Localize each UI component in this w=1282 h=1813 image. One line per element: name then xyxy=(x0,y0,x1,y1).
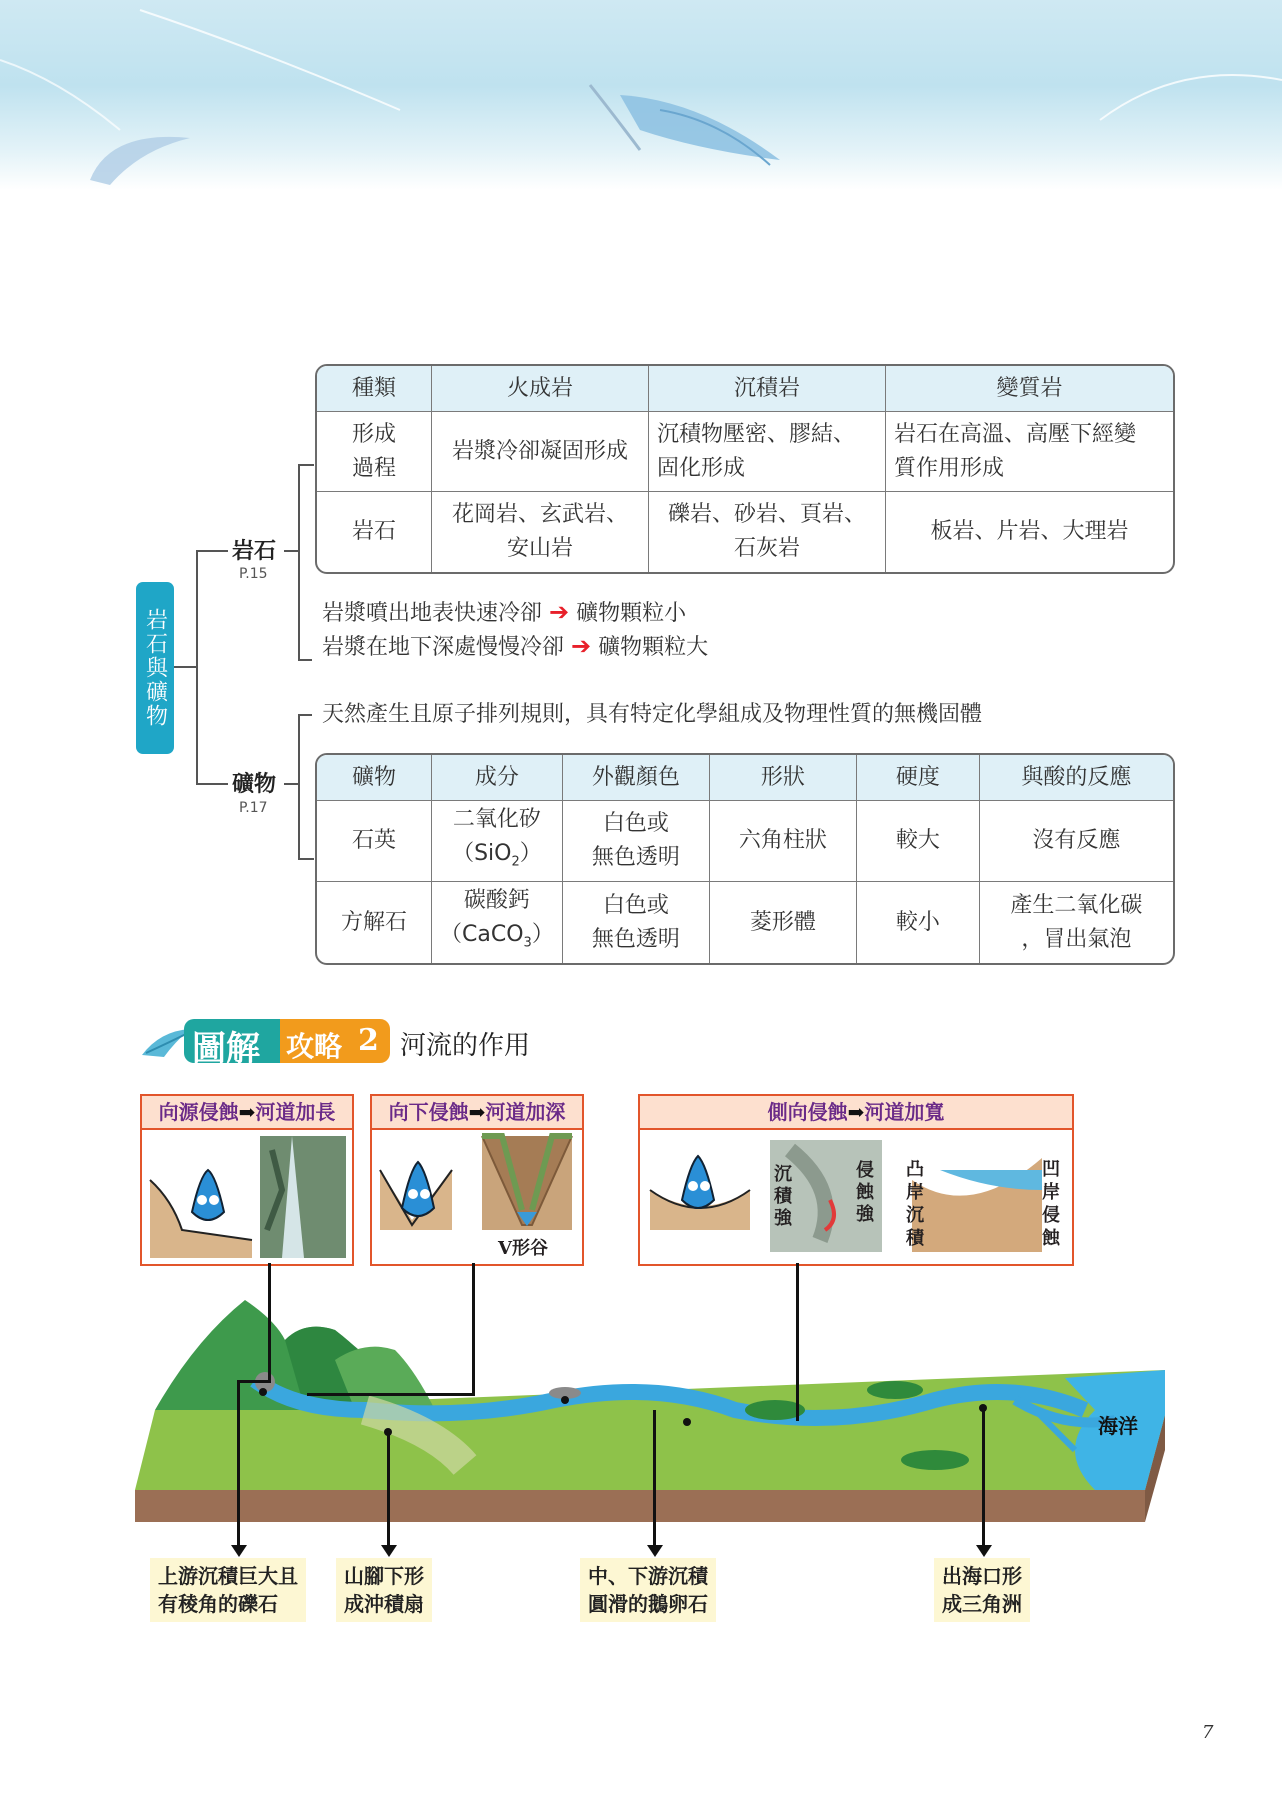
connector-line xyxy=(982,1408,985,1547)
mineral-composition xyxy=(432,882,563,962)
rock-table-cell: 形成 過程 xyxy=(317,412,432,492)
panel-title-b: 河道加深 xyxy=(485,1100,566,1124)
mineral-acid-reaction: 產生二氧化碳 ，冒出氣泡 xyxy=(1010,892,1143,952)
tree-line xyxy=(298,858,314,860)
panel-title-b: 河道加長 xyxy=(255,1100,336,1124)
mineral-shape: 六角柱狀 xyxy=(710,801,857,882)
connector-line xyxy=(387,1432,390,1547)
composition-name: 碳酸鈣 xyxy=(463,888,530,914)
concave-bank-label: 凹岸侵蝕 xyxy=(1042,1159,1060,1249)
badge-text: 攻略 xyxy=(286,1030,343,1063)
badge-text: 圖解 xyxy=(192,1029,260,1069)
connector-line xyxy=(307,1393,475,1396)
caption-delta: 出海口形 成三角洲 xyxy=(934,1558,1030,1622)
topic-label xyxy=(136,582,174,754)
mineral-table xyxy=(315,753,1175,965)
red-arrow-icon: ➔ xyxy=(571,632,592,660)
formula-subscript: 2 xyxy=(511,854,520,870)
water-drop-icon xyxy=(192,1170,224,1220)
headwater-erosion-panel xyxy=(140,1094,354,1266)
mineral-table-header: 硬度 xyxy=(857,755,980,801)
mineral-table-header: 與酸的反應 xyxy=(980,755,1173,801)
tree-line xyxy=(298,659,312,661)
tree-line xyxy=(196,783,228,785)
mineral-color: 白色或 無色透明 xyxy=(563,801,710,882)
mineral-acid-reaction: 沒有反應 xyxy=(980,801,1173,882)
arrow-icon: ➡ xyxy=(468,1100,486,1124)
mineral-table-header: 形狀 xyxy=(710,755,857,801)
cooling-cause: 岩漿在地下深處慢慢冷卻 xyxy=(322,635,565,660)
downcutting-illustration xyxy=(372,1130,582,1264)
topic-label-text: 岩石與礦物 xyxy=(142,608,168,728)
tree-line xyxy=(174,666,196,668)
cooling-effect: 礦物顆粒小 xyxy=(576,601,687,626)
connector-line xyxy=(238,1380,271,1383)
feather-decoration xyxy=(0,0,1282,190)
rock-table xyxy=(315,364,1175,574)
rock-table-cell: 花岡岩、玄武岩、 安山岩 xyxy=(432,492,649,572)
tree-line xyxy=(298,714,312,716)
rock-table-header: 變質岩 xyxy=(886,366,1173,412)
tree-line xyxy=(298,464,314,466)
composition-name: 二氧化矽 xyxy=(452,807,541,832)
tree-line xyxy=(196,550,228,552)
composition-formula: （CaCO$_3$） xyxy=(440,922,554,951)
mineral-definition: 天然產生且原子排列規則，具有特定化學組成及物理性質的無機固體 xyxy=(322,702,983,727)
rock-page-ref: P.15 xyxy=(239,566,268,582)
cooling-cause: 岩漿噴出地表快速冷卻 xyxy=(322,601,543,626)
connector-line xyxy=(653,1410,656,1547)
v-valley-label: V形谷 xyxy=(498,1238,548,1259)
mineral-page-ref: P.17 xyxy=(239,800,268,816)
composition-formula: （SiO$_2$） xyxy=(452,841,542,870)
mineral-table-header: 外觀顏色 xyxy=(563,755,710,801)
erosion-strong-label: 侵蝕強 xyxy=(856,1160,874,1225)
mineral-name: 石英 xyxy=(317,801,432,882)
badge-number: 2 xyxy=(358,1023,379,1058)
section-header xyxy=(140,1017,560,1067)
connector-line xyxy=(796,1263,799,1421)
river-landscape xyxy=(135,1260,1165,1530)
rock-table-cell: 岩漿冷卻凝固形成 xyxy=(432,412,649,492)
tree-line xyxy=(284,550,298,552)
mineral-name: 方解石 xyxy=(317,882,432,962)
lateral-erosion-panel xyxy=(638,1094,1074,1266)
page-number: 7 xyxy=(1202,1722,1214,1743)
formula-main: SiO xyxy=(474,841,512,866)
ocean-label: 海洋 xyxy=(1098,1414,1138,1438)
mineral-table-header: 成分 xyxy=(432,755,563,801)
deposit-strong-label: 沉積強 xyxy=(774,1164,792,1229)
convex-bank-label: 凸岸沉積 xyxy=(906,1159,924,1249)
section-badge-diagram xyxy=(184,1019,280,1069)
mineral-node: 礦物 xyxy=(232,772,277,797)
headwater-illustration xyxy=(142,1130,352,1264)
mineral-hardness: 較大 xyxy=(857,801,980,882)
rock-table-header: 火成岩 xyxy=(432,366,649,412)
red-arrow-icon: ➔ xyxy=(549,598,570,626)
rock-table-cell: 礫岩、砂岩、頁岩、 石灰岩 xyxy=(649,492,886,572)
panel-title-a: 側向侵蝕 xyxy=(767,1100,848,1124)
rock-node: 岩石 xyxy=(232,539,277,564)
arrow-icon: ➡ xyxy=(238,1100,256,1124)
panel-title xyxy=(142,1096,352,1130)
cooling-note xyxy=(322,596,686,627)
mineral-hardness: 較小 xyxy=(857,882,980,962)
tree-line xyxy=(298,714,300,859)
water-drop-icon xyxy=(402,1162,434,1216)
header-banner xyxy=(0,0,1282,190)
mineral-color: 白色或 無色透明 xyxy=(563,882,710,962)
mineral-shape: 菱形體 xyxy=(710,882,857,962)
down-arrow-icon xyxy=(647,1545,663,1557)
mineral-table-header: 礦物 xyxy=(317,755,432,801)
rock-table-header: 沉積岩 xyxy=(649,366,886,412)
rock-table-cell: 沉積物壓密、膠結、 固化形成 xyxy=(649,412,886,492)
tree-line xyxy=(284,783,298,785)
rock-table-cell: 板岩、片岩、大理岩 xyxy=(930,519,1129,544)
down-arrow-icon xyxy=(976,1545,992,1557)
tree-line xyxy=(196,550,198,783)
rock-table-header: 種類 xyxy=(317,366,432,412)
section-badge-strategy xyxy=(280,1019,390,1063)
panel-title-a: 向下侵蝕 xyxy=(388,1100,469,1124)
down-arrow-icon xyxy=(381,1545,397,1557)
cooling-note xyxy=(322,630,708,661)
rock-table-cell: 岩石 xyxy=(317,492,432,572)
caption-upstream: 上游沉積巨大且 有稜角的礫石 xyxy=(150,1558,306,1622)
formula-subscript: 3 xyxy=(523,935,532,951)
connector-line xyxy=(237,1380,240,1547)
section-title: 河流的作用 xyxy=(400,1031,531,1061)
connector-line xyxy=(472,1263,475,1396)
tree-line xyxy=(298,464,300,660)
rock-table-cell: 岩石在高溫、高壓下經變 質作用形成 xyxy=(886,412,1173,492)
cooling-effect: 礦物顆粒大 xyxy=(598,635,709,660)
down-arrow-icon xyxy=(231,1545,247,1557)
connector-line xyxy=(268,1263,271,1381)
arrow-icon: ➡ xyxy=(847,1100,865,1124)
panel-title-b: 河道加寬 xyxy=(864,1100,945,1124)
mineral-composition xyxy=(432,801,563,882)
water-drop-icon xyxy=(682,1156,714,1208)
panel-title xyxy=(640,1096,1072,1130)
caption-alluvial-fan: 山腳下形 成沖積扇 xyxy=(336,1558,432,1622)
panel-title xyxy=(372,1096,582,1130)
formula-main: CaCO xyxy=(462,922,524,948)
downcutting-panel xyxy=(370,1094,584,1266)
panel-title-a: 向源侵蝕 xyxy=(158,1100,239,1124)
caption-midstream: 中、下游沉積 圓滑的鵝卵石 xyxy=(580,1558,716,1622)
